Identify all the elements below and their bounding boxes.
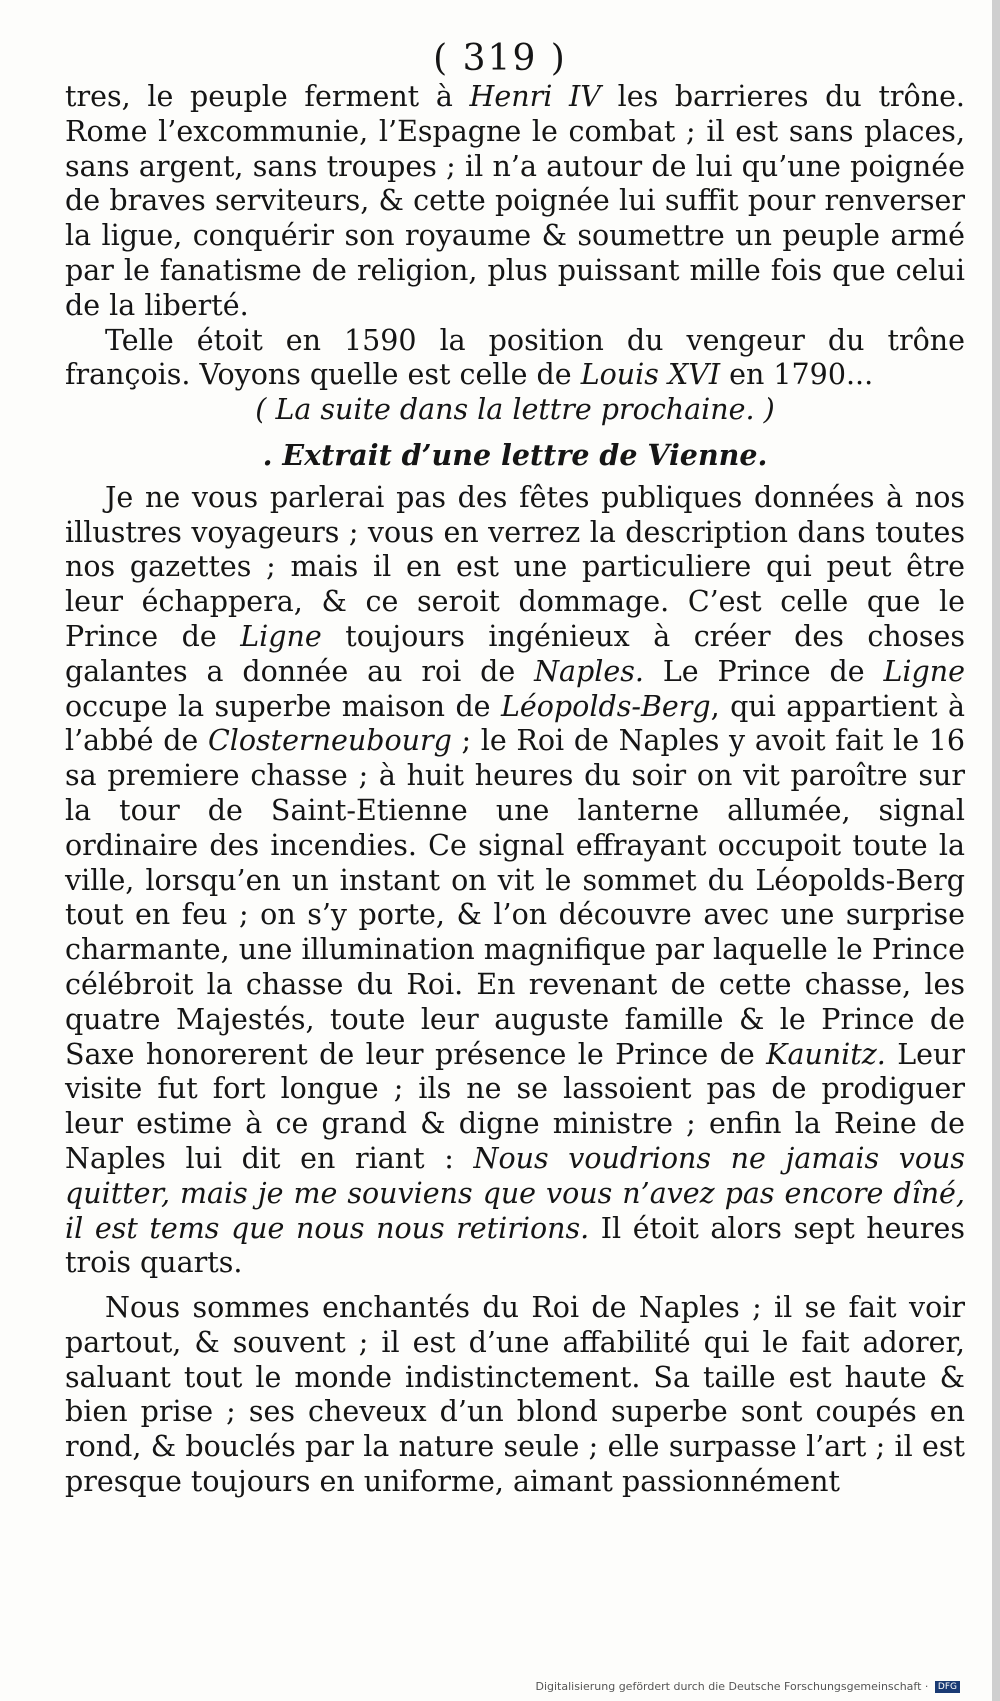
page-edge [992, 0, 1000, 1701]
text-run: les barrieres du trône. Rome l’excommunie, l’Espagne le combat ; il est sans places, sans argent, sans troupes ; il n’a autour de lui qu’une poignée de braves serviteurs, & cette poignée lui suffit pour renverser la ligue, conquérir son royaume & soumettre un peuple armé par le fanatisme de religion, plus puissant mille fois que celui de la liberté. [65, 80, 965, 322]
italic-name: Ligne [240, 619, 322, 653]
text-run: Il étoit alors sept heures trois quarts. [65, 1211, 965, 1280]
paragraph-vienna-letter [65, 481, 965, 1281]
italic-name: Henri IV [469, 80, 601, 113]
text-run: ; le Roi de Naples y avoit fait le 16 sa premiere chasse ; à huit heures du soir on vit paroître sur la tour de Saint-Etienne une lanterne allumée, signal ordinaire des incendies. Ce signal effrayant occupoit toute la ville, lorsqu’en un instant on vit le sommet du Léopolds-Berg tout en feu ; on s’y porte, & l’on découvre avec une surprise charmante, une illumination magnifique par laquelle le Prince célébroit la chasse du Roi. En revenant de cette chasse, les quatre Majestés, toute leur auguste famille & le Prince de Saxe honorerent de leur présence le Prince de [65, 724, 965, 1071]
continuation-note: ( La suite dans la lettre prochaine. ) [255, 393, 775, 427]
text-run: , qui appartient à l’abbé de [65, 689, 966, 758]
text-run: Je ne vous parlerai pas des fêtes publiques données à nos illustres voyageurs ; vous en verrez la description dans toutes nos gazettes ; mais il en est une particuliere qui peut être leur échappera, & ce seroit dommage. C’est celle que le Prince de [65, 480, 965, 653]
paragraph-louis-xvi [65, 324, 965, 394]
text-run: toujours ingénieux à créer des choses galantes a donnée au roi de [65, 619, 965, 688]
text-run: Leur visite fut fort longue ; ils ne se lassoient pas de prodiguer leur estime à ce grand & digne ministre ; enfin la Reine de Naples lui dit en riant : [65, 1037, 965, 1175]
italic-name: Naples. [534, 654, 644, 688]
digitization-footer: Digitalisierung gefördert durch die Deutsche Forschungsgemeinschaft · DFG [535, 1680, 960, 1693]
dfg-logo-badge: DFG [935, 1681, 960, 1693]
text-run: Telle étoit en 1590 la position du vengeur du trône françois. Voyons quelle est celle de [65, 323, 965, 392]
footer-text: Digitalisierung gefördert durch die Deutsche Forschungsgemeinschaft [535, 1680, 922, 1693]
text-run: occupe la superbe maison de [65, 689, 501, 723]
italic-quote: Nous voudrions ne jamais vous quitter, mais je me souviens que vous n’avez pas encore dîné, il est tems que nous nous retirions. [65, 1141, 965, 1245]
paragraph-henri-iv [65, 80, 965, 324]
italic-name: Closterneubourg [207, 724, 452, 758]
italic-name: Léopolds-Berg [500, 689, 711, 723]
italic-name: Kaunitz. [766, 1037, 886, 1071]
text-run: Le Prince de [643, 654, 884, 688]
italic-name: Louis XVI [580, 358, 721, 392]
paragraph-king-of-naples: Nous sommes enchantés du Roi de Naples ; il se fait voir partout, & souvent ; il est d’une affabilité qui le fait adorer, saluant tout le monde indistinctement. Sa taille est haute & bien prise ; ses cheveux d’un blond superbe sont coupés en rond, & bouclés par la nature seule ; elle surpasse l’art ; il est presque toujours en uniforme, aimant passionnément [65, 1291, 965, 1499]
italic-name: Ligne [883, 654, 965, 688]
page-number: ( 319 ) [433, 38, 567, 79]
text-run: en 1790... [720, 358, 874, 392]
text-run: tres, le peuple ferment à [65, 80, 470, 113]
article-body [65, 80, 965, 1500]
section-heading: . Extrait d’une lettre de Vienne. [262, 437, 768, 472]
